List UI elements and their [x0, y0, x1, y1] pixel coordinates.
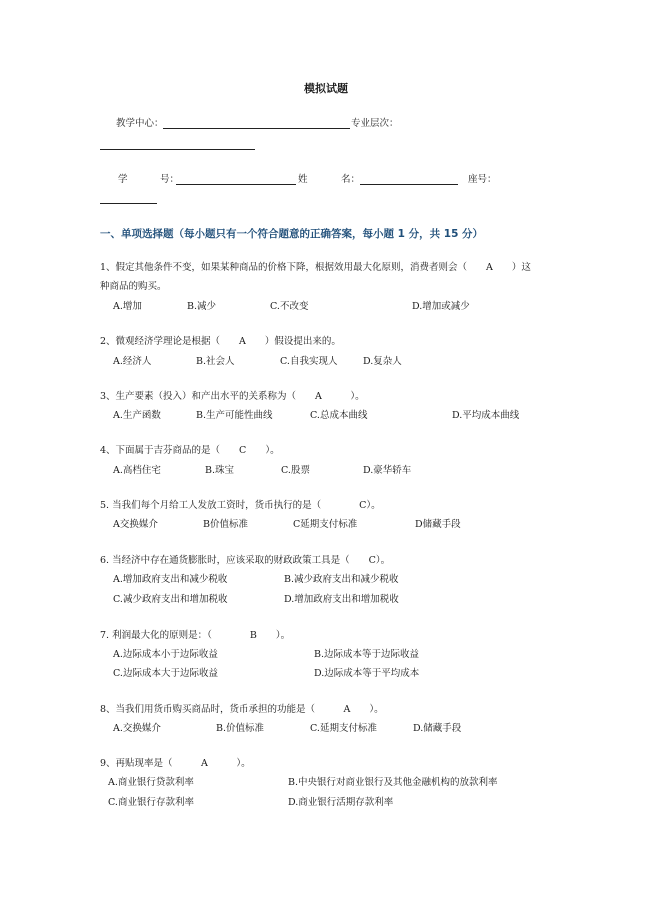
option-a[interactable]: A.边际成本小于边际收益 — [113, 649, 218, 660]
option-b[interactable]: B.减少 — [187, 301, 217, 312]
student-id-label-2: 号： — [160, 174, 180, 185]
option-c[interactable]: C.自我实现人 — [280, 356, 338, 367]
question-stem-cont: 种商品的购买。 — [100, 281, 167, 292]
major-level-label: 专业层次： — [351, 118, 399, 129]
option-a[interactable]: A.生产函数 — [113, 410, 161, 421]
question-stem: 3、生产要素（投入）和产出水平的关系称为（ A ）。 — [100, 391, 365, 402]
option-b[interactable]: B.中央银行对商业银行及其他金融机构的放款利率 — [288, 777, 498, 788]
option-c[interactable]: C延期支付标准 — [293, 519, 358, 530]
option-b[interactable]: B.价值标准 — [216, 723, 265, 734]
option-a[interactable]: A.商业银行贷款利率 — [108, 777, 194, 788]
name-label-1: 姓 — [298, 174, 308, 185]
option-a[interactable]: A.增加 — [113, 301, 142, 312]
option-a[interactable]: A.交换媒介 — [113, 723, 161, 734]
option-d[interactable]: D.边际成本等于平均成本 — [314, 668, 420, 679]
option-b[interactable]: B价值标准 — [203, 519, 248, 530]
major-level-field[interactable] — [100, 149, 255, 150]
question-stem: 6. 当经济中存在通货膨胀时，应该采取的财政政策工具是（ C）。 — [100, 555, 391, 566]
question-stem: 1、假定其他条件不变，如果某种商品的价格下降，根据效用最大化原则，消费者则会（ A ）这 — [100, 262, 531, 273]
option-d[interactable]: D.豪华轿车 — [363, 465, 412, 476]
option-d[interactable]: D.商业银行活期存款利率 — [288, 797, 394, 808]
option-c[interactable]: C.减少政府支出和增加税收 — [113, 594, 228, 605]
option-d[interactable]: D.平均成本曲线 — [452, 410, 520, 421]
teaching-center-label: 教学中心： — [116, 118, 164, 129]
option-c[interactable]: C.边际成本大于边际收益 — [113, 668, 218, 679]
page-title: 模拟试题 — [304, 82, 348, 95]
student-id-field[interactable] — [176, 184, 296, 185]
option-d[interactable]: D储藏手段 — [415, 519, 461, 530]
question-stem: 4、下面属于吉芬商品的是（ C ）。 — [100, 445, 280, 456]
option-c[interactable]: C.延期支付标准 — [310, 723, 377, 734]
question-stem: 8、当我们用货币购买商品时，货币承担的功能是（ A ）。 — [100, 704, 384, 715]
option-d[interactable]: D.储藏手段 — [413, 723, 462, 734]
option-c[interactable]: C.不改变 — [270, 301, 309, 312]
option-b[interactable]: B.生产可能性曲线 — [196, 410, 273, 421]
seat-field[interactable] — [100, 203, 157, 204]
option-a[interactable]: A.经济人 — [113, 356, 152, 367]
question-stem: 2、微观经济学理论是根据（ A ）假设提出来的。 — [100, 336, 341, 347]
teaching-center-field[interactable] — [163, 128, 350, 129]
question-stem: 5. 当我们每个月给工人发放工资时，货币执行的是（ C）。 — [100, 500, 381, 511]
option-a[interactable]: A.增加政府支出和减少税收 — [113, 574, 228, 585]
option-c[interactable]: C.商业银行存款利率 — [108, 797, 194, 808]
option-b[interactable]: B.边际成本等于边际收益 — [314, 649, 420, 660]
option-d[interactable]: D.增加或减少 — [412, 301, 470, 312]
section-title: 一、单项选择题（每小题只有一个符合题意的正确答案，每小题 1 分，共 15 分） — [100, 228, 484, 240]
option-c[interactable]: C.总成本曲线 — [310, 410, 368, 421]
option-a[interactable]: A.高档住宅 — [113, 465, 161, 476]
option-a[interactable]: A交换媒介 — [113, 519, 158, 530]
option-c[interactable]: C.股票 — [281, 465, 310, 476]
option-b[interactable]: B.珠宝 — [205, 465, 235, 476]
option-b[interactable]: B.社会人 — [196, 356, 235, 367]
option-b[interactable]: B.减少政府支出和减少税收 — [284, 574, 399, 585]
student-id-label-1: 学 — [118, 174, 128, 185]
name-field[interactable] — [360, 184, 458, 185]
seat-label: 座号： — [468, 174, 497, 185]
name-label-2: 名： — [341, 174, 361, 185]
question-stem: 7. 利润最大化的原则是：（ B ）。 — [100, 630, 291, 641]
option-d[interactable]: D.复杂人 — [363, 356, 402, 367]
question-stem: 9、再贴现率是（ A ）。 — [100, 758, 251, 769]
option-d[interactable]: D.增加政府支出和增加税收 — [284, 594, 399, 605]
